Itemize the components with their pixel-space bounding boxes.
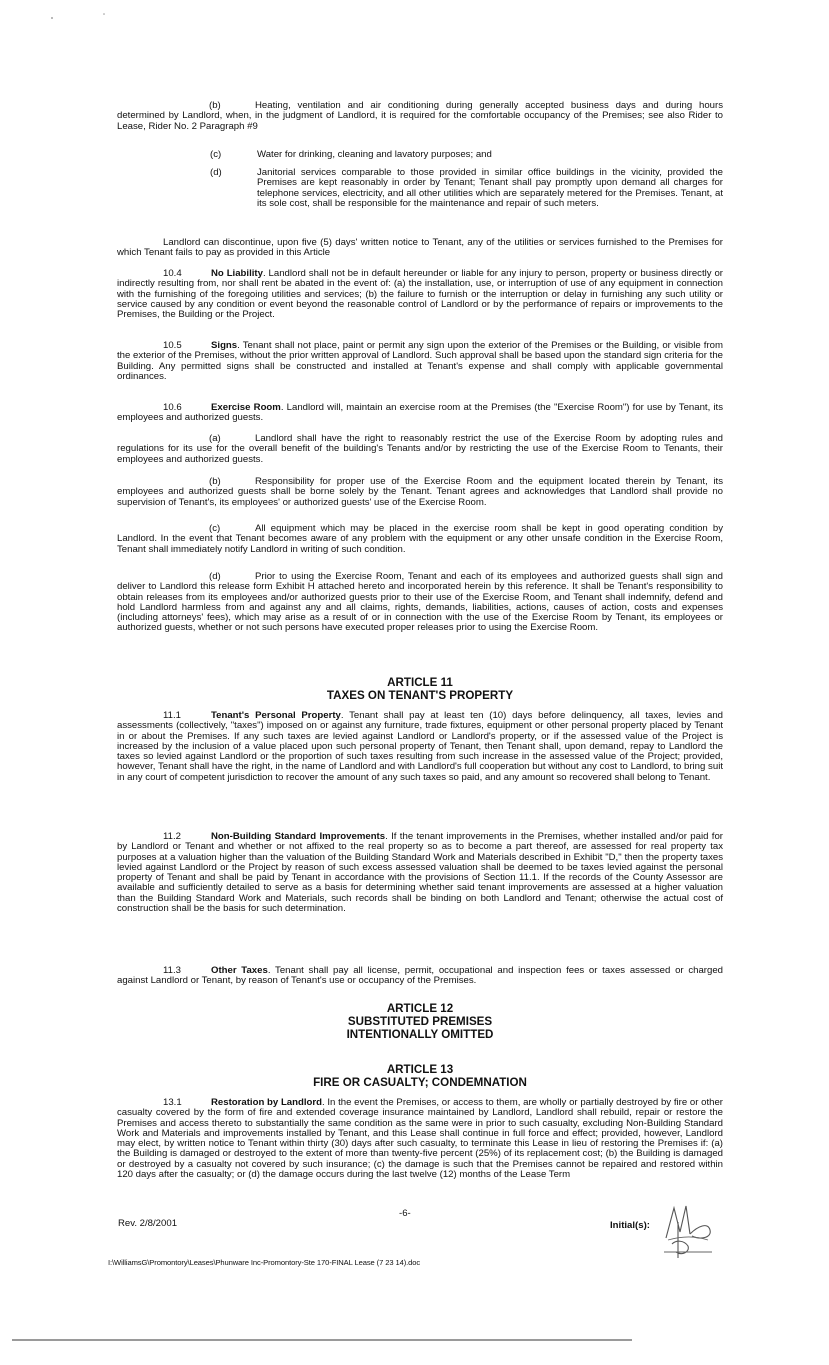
text-10-4: . Landlord shall not be in default hereunder or liable for any injury to person, property or business directly or indirectly resulting from, nor shall rent be abated in the event of: (a) the installation, use, or interruption of use of any equipment in connection with the furnishing of the foregoing utilities and services; (b) the failure to furnish or the interruption or delay in furnishing any such utility or service caused by any condition or event beyond the reasonable control of Landlord or by the performance of repairs or improvements to the Premises, the Building or the Project. (117, 268, 723, 321)
article-12-title: SUBSTITUTED PREMISES (347, 1015, 493, 1028)
text-c: Water for drinking, cleaning and lavatory purposes; and (257, 149, 492, 160)
number-11-2: 11.2 (163, 831, 181, 842)
section-13-1 (117, 1098, 723, 1180)
file-path: I:\WilliamsG\Promontory\Leases\Phunware Inc-Promontory-Ste 170-FINAL Lease (7 23 14).doc (108, 1258, 421, 1267)
title-exercise-room: Exercise Room (211, 402, 281, 413)
text-11-3: . Tenant shall pay all license, permit, occupational and inspection fees or taxes assessed or charged against Landlord or Tenant, by reason of Tenant's use or occupancy of the Premises. (117, 965, 724, 987)
text-11-2: . If the tenant improvements in the Premises, whether installed and/or paid for by Landlord or Tenant and whether or not affixed to the real property so as to become a part thereof, are assessed for real property tax purposes at a valuation higher than the valuation of the Building Standard Work and Materials described in Exhibit "D," then the property taxes levied against Landlord or the Project by reason of such excess assessed valuation shall be deemed to be taxes levied against the personal property of Tenant and shall be paid by Tenant in accordance with the provisions of Section 11.1. If the records of the County Assessor are available and sufficiently detailed to serve as a basis for determining whether said tenant improvements are assessed at a higher valuation than the Building Standard Work and Materials, such records shall be binding on both Landlord and Tenant; otherwise the actual cost of construction shall be the basis for such determination. (117, 831, 723, 915)
page-number: -6- (399, 1208, 411, 1219)
scan-specks (0, 0, 120, 30)
exercise-text-c: All equipment which may be placed in the exercise room shall be kept in good operating condition by Landlord. In the event that Tenant becomes aware of any problem with the equipment or any other unsafe condition in the Exercise Room, Tenant shall immediately notify Landlord in writing of such condition. (117, 523, 723, 555)
article-11-heading-block (117, 676, 723, 702)
title-tenants-personal-property: Tenant's Personal Property (211, 710, 341, 721)
text-d: Janitorial services comparable to those provided in similar office buildings in the vicinity, provided the Premises are kept reasonably in order by Tenant; Tenant shall pay promptly upon demand all charges for telephone services, electricity, and all other utilities which are separately metered for the Premises. Tenant, at its sole cost, shall be responsible for the maintenance and repair of such meters. (257, 167, 723, 209)
text-b: Heating, ventilation and air conditioning during generally accepted business days and during hours determined by Landlord, when, in the judgment of Landlord, it is required for the comfortable occupancy of the Premises; see also Rider to Lease, Rider No. 2 Paragraph #9 (117, 100, 723, 132)
number-11-3: 11.3 (163, 965, 181, 976)
article-13-title: FIRE OR CASUALTY; CONDEMNATION (313, 1076, 527, 1089)
text-10-6: . Landlord will, maintain an exercise room at the Premises (the "Exercise Room") for use by Tenant, its employees and authorized guests. (117, 402, 723, 424)
label-b: (b) (209, 100, 221, 111)
scan-bottom-rule (12, 1339, 632, 1341)
number-10-5: 10.5 (163, 340, 182, 351)
section-11-2 (117, 832, 723, 914)
paragraph-d-janitorial (210, 168, 723, 209)
article-13-heading-block (117, 1063, 723, 1089)
section-11-3 (117, 966, 723, 987)
number-11-1: 11.1 (163, 710, 181, 721)
exercise-paragraph-d (117, 572, 723, 634)
exercise-label-c: (c) (209, 523, 221, 534)
section-10-4 (117, 269, 723, 320)
number-13-1: 13.1 (163, 1097, 182, 1108)
exercise-text-a: Landlord shall have the right to reasonably restrict the use of the Exercise Room by adopting rules and regulations for its use for the overall benefit of the building's Tenants and/or by restricting the use of the Exercise Room to Tenants, their employees and authorized guests. (117, 433, 723, 465)
title-no-liability: No Liability (211, 268, 263, 279)
section-11-1 (117, 711, 723, 783)
paragraph-b-heating (117, 101, 723, 132)
article-12-subtitle: INTENTIONALLY OMITTED (346, 1028, 494, 1041)
label-d: (d) (210, 167, 222, 178)
label-c: (c) (210, 149, 222, 160)
exercise-text-d: Prior to using the Exercise Room, Tenant and each of its employees and authorized guests shall sign and deliver to Landlord this release form Exhibit H attached hereto and incorporated herein by this reference. It shall be Tenant's responsibility to obtain releases from its employees and/or authorized guests prior to their use of the Exercise Room, and Tenant shall indemnify, defend and hold Landlord harmless from and against any and all claims, rights, demands, liabilities, actions, causes of action, costs and expenses (including attorneys' fees), which may arise as a result of or in connection with the use of the Exercise Room by Tenant, its employees or authorized guests, whether or not such persons have executed proper releases prior to using the Exercise Room. (117, 571, 723, 634)
paragraph-c-water (210, 150, 723, 160)
initials-label: Initial(s): (610, 1220, 650, 1231)
title-other-taxes: Other Taxes (211, 965, 268, 976)
exercise-label-b: (b) (209, 476, 221, 487)
title-non-building-standard-improvements: Non-Building Standard Improvements (211, 831, 386, 842)
article-12-heading: ARTICLE 12 (386, 1002, 454, 1015)
article-13-heading: ARTICLE 13 (386, 1063, 454, 1076)
title-signs: Signs (211, 340, 238, 351)
revision-date: Rev. 2/8/2001 (118, 1218, 178, 1229)
title-restoration-by-landlord: Restoration by Landlord (211, 1097, 322, 1108)
text-11-1: . Tenant shall pay at least ten (10) days before delinquency, all taxes, levies and assessments (collectively, "taxes") imposed on or against any furniture, trade fixtures, equipment or other personal property placed by Tenant in or about the Premises. If any such taxes are levied against Landlord or Landlord's property, or if the assessed value of the Project is increased by the inclusion of a value placed upon such personal property of Tenant, then Tenant shall, upon demand, repay to Landlord the taxes so levied against Landlord or the proportion of such taxes resulting from such increase in the assessed value of the Project; provided, however, Tenant shall have the right, in the name of Landlord and with Landlord's full cooperation but without any cost to Landlord, to bring suit in any court of competent jurisdiction to recover the amount of any such taxes so paid, and any amount so recovered shall belong to Tenant. (117, 710, 723, 783)
section-10-5 (117, 341, 723, 382)
text-discontinue: Landlord can discontinue, upon five (5) days' written notice to Tenant, any of the utilities or services furnished to the Premises for which Tenant fails to pay as provided in this Article (117, 237, 723, 259)
exercise-text-b: Responsibility for proper use of the Exercise Room and the equipment located therein by Tenant, its employees and authorized guests shall be borne solely by the Tenant. Tenant agrees and acknowledges that Landlord shall provide no supervision of Tenant's, its employees' or authorized guests' use of the Exercise Room. (117, 476, 723, 508)
exercise-paragraph-c (117, 524, 723, 555)
text-13-1: . In the event the Premises, or access to them, are wholly or partially destroyed by fire or other casualty covered by the form of fire and extended coverage insurance maintained by Landlord, Landlord shall rebuild, repair or restore the Premises and access thereto to substantially the same condition as the same were in prior to such casualty, excluding Non-Building Standard Work and Materials and improvements installed by Tenant, and this Lease shall continue in full force and effect; provided, however, Landlord may elect, by written notice to Tenant within thirty (30) days after such casualty, to terminate this Lease in lieu of restoring the Premises if: (a) the Building is damaged or destroyed to the extent of more than twenty-five percent (25%) of its replacement cost; (b) the Building is damaged or destroyed by a casualty not covered by such insurance; (c) the damage is such that the Premises cannot be repaired and restored within 120 days after the casualty; or (d) the damage occurs during the last twelve (12) months of the Lease Term (117, 1097, 724, 1181)
article-12-heading-block (117, 1002, 723, 1041)
article-11-title: TAXES ON TENANT'S PROPERTY (326, 689, 514, 702)
paragraph-discontinue (117, 238, 723, 259)
text-10-5: . Tenant shall not place, paint or permit any sign upon the exterior of the Premises or the Building, or visible from the exterior of the Premises, without the prior written approval of Landlord. Such approval shall be based upon the standard sign criteria for the Building. Any permitted signs shall be constructed and installed at Tenant's expense and shall comply with applicable governmental ordinances. (117, 340, 723, 382)
exercise-label-a: (a) (209, 433, 221, 444)
exercise-paragraph-a (117, 434, 723, 465)
number-10-6: 10.6 (163, 402, 182, 413)
exercise-label-d: (d) (209, 571, 221, 582)
article-11-heading: ARTICLE 11 (387, 676, 453, 689)
exercise-paragraph-b (117, 477, 723, 508)
section-10-6 (117, 403, 723, 424)
number-10-4: 10.4 (163, 268, 182, 279)
initials-signature (660, 1196, 716, 1266)
